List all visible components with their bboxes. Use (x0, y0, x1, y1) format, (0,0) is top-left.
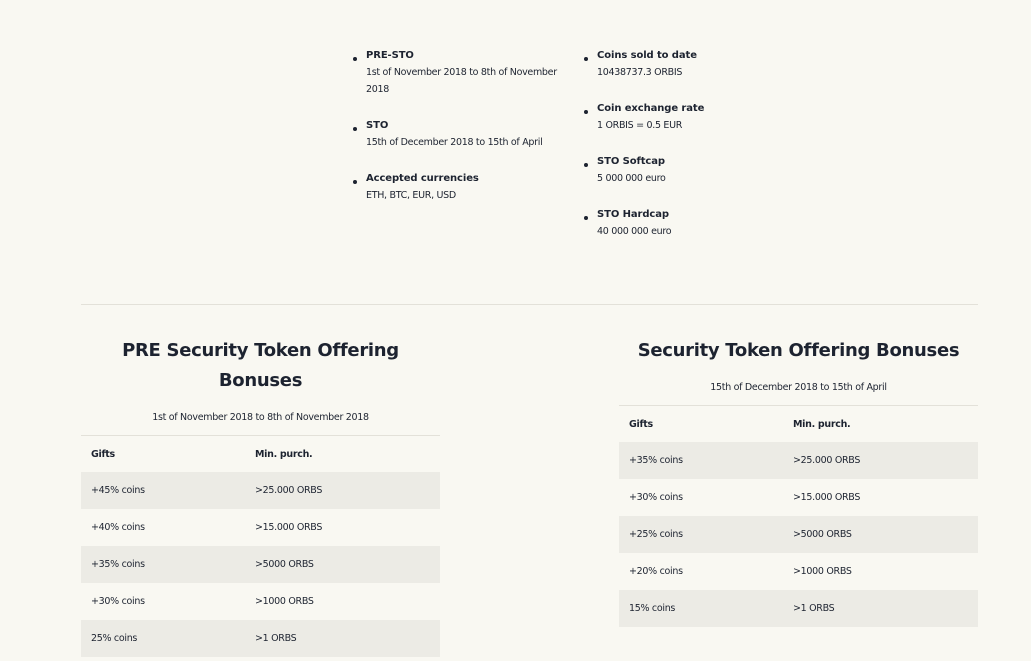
table-row (81, 472, 440, 509)
table-row (619, 553, 978, 590)
info-value: 1st of November 2018 to 8th of November 2018 (366, 67, 557, 95)
sto-bonuses-table (619, 405, 978, 627)
min-purchase-cell: >15.000 ORBS (255, 522, 323, 533)
column-header-gifts: Gifts (91, 448, 115, 460)
sale-info-list-left (353, 49, 558, 225)
info-title: STO Hardcap (597, 209, 669, 220)
table-row (81, 509, 440, 546)
column-header-min-purchase: Min. purch. (255, 448, 313, 460)
gift-cell: +25% coins (619, 516, 783, 553)
min-purchase-cell: >5000 ORBS (245, 546, 440, 583)
gift-cell: 25% coins (81, 620, 245, 657)
table-row (81, 546, 440, 583)
gift-cell: +30% coins (91, 596, 145, 607)
gift-cell: +40% coins (91, 522, 145, 533)
min-purchase-cell: >25.000 ORBS (783, 442, 978, 479)
info-item-hardcap (584, 208, 789, 240)
info-item-exchange-rate (584, 102, 789, 134)
min-purchase-cell: >1 ORBS (783, 590, 978, 627)
min-purchase-cell: >1000 ORBS (255, 596, 314, 607)
info-title: STO Softcap (597, 156, 665, 167)
pre-sto-bonuses-table (81, 435, 440, 657)
table-row (619, 479, 978, 516)
pre-sto-bonuses-title: PRE Security Token Offering Bonuses (122, 340, 399, 391)
info-title: Accepted currencies (366, 173, 479, 184)
info-item-sto (353, 119, 558, 151)
sto-bonuses-title: Security Token Offering Bonuses (637, 340, 960, 361)
bullet-icon (353, 127, 357, 131)
bullet-icon (584, 216, 588, 220)
gift-cell: +30% coins (629, 492, 683, 503)
info-item-coins-sold (584, 49, 789, 81)
bullet-icon (353, 57, 357, 61)
table-header-row (81, 436, 440, 473)
table-row (81, 620, 440, 657)
info-value: 40 000 000 euro (597, 226, 672, 237)
gift-cell: 15% coins (619, 590, 783, 627)
info-value: 15th of December 2018 to 15th of April (366, 137, 543, 148)
column-header-min-purchase: Min. purch. (793, 418, 851, 430)
gift-cell: +20% coins (629, 566, 683, 577)
min-purchase-cell: >15.000 ORBS (793, 492, 861, 503)
bullet-icon (584, 163, 588, 167)
column-header-gifts: Gifts (629, 418, 653, 430)
bullet-icon (584, 110, 588, 114)
info-item-pre-sto (353, 49, 558, 98)
info-title: Coins sold to date (597, 50, 697, 61)
info-value: 1 ORBIS = 0.5 EUR (597, 120, 683, 131)
info-value: ETH, BTC, EUR, USD (366, 190, 456, 201)
min-purchase-cell: >1000 ORBS (793, 566, 852, 577)
min-purchase-cell: >5000 ORBS (783, 516, 978, 553)
info-title: Coin exchange rate (597, 103, 705, 114)
sto-bonuses-section (619, 336, 978, 627)
sale-info-list-right (584, 49, 789, 261)
pre-sto-bonuses-dates: 1st of November 2018 to 8th of November 2018 (152, 412, 369, 423)
min-purchase-cell: >1 ORBS (245, 620, 440, 657)
gift-cell: +45% coins (81, 472, 245, 509)
section-divider (81, 304, 978, 305)
table-row (619, 516, 978, 553)
table-row (619, 590, 978, 627)
min-purchase-cell: >25.000 ORBS (245, 472, 440, 509)
sto-bonuses-dates: 15th of December 2018 to 15th of April (710, 382, 887, 393)
info-value: 10438737.3 ORBIS (597, 67, 683, 78)
info-title: PRE-STO (366, 50, 414, 61)
gift-cell: +35% coins (619, 442, 783, 479)
table-row (619, 442, 978, 479)
info-value: 5 000 000 euro (597, 173, 666, 184)
pre-sto-bonuses-section (81, 336, 440, 657)
info-title: STO (366, 120, 389, 131)
bullet-icon (353, 180, 357, 184)
table-row (81, 583, 440, 620)
gift-cell: +35% coins (81, 546, 245, 583)
info-item-accepted-currencies (353, 172, 558, 204)
bullet-icon (584, 57, 588, 61)
info-item-softcap (584, 155, 789, 187)
table-header-row (619, 406, 978, 443)
